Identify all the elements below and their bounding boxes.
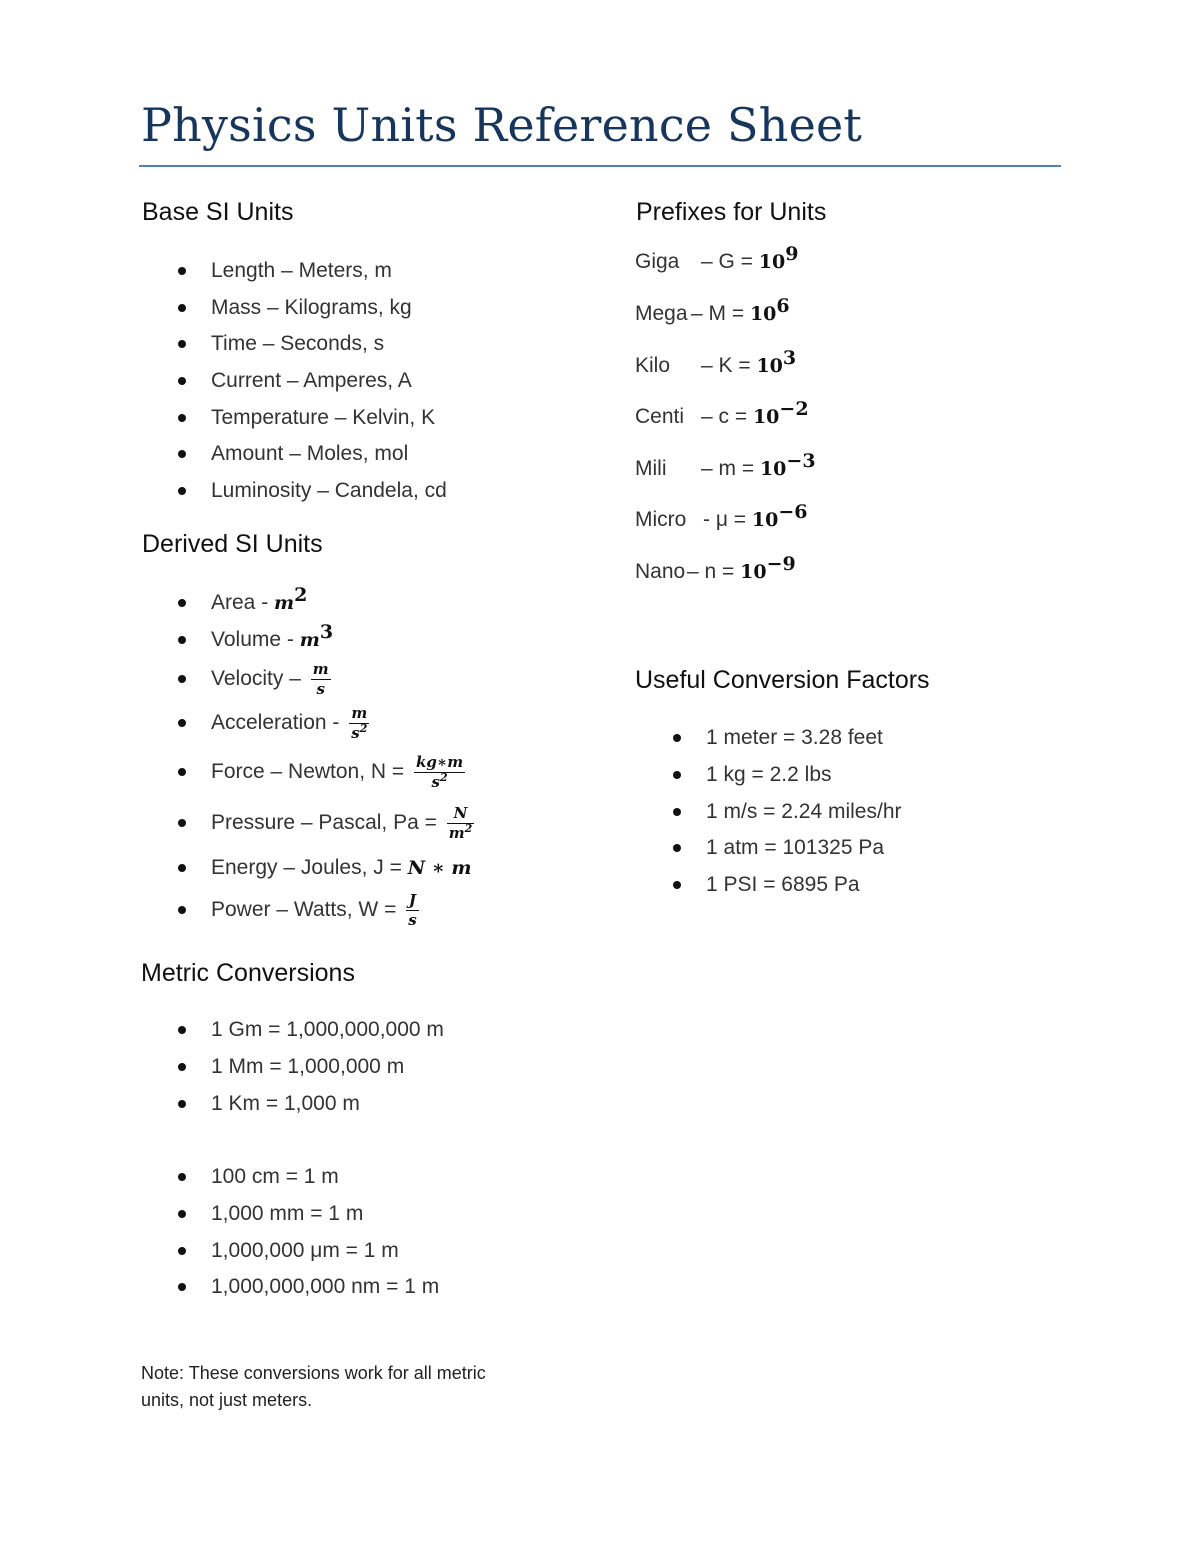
prefix-nano: Nano– $n = 10^{-9}$ [635,553,796,583]
list-item: Current – Amperes, A [141,366,447,403]
list-item: Length – Meters, m [141,256,447,293]
bullet-icon [178,1173,186,1181]
bullet-icon [673,844,681,852]
bullet-icon [178,267,186,275]
bullet-icon [673,771,681,779]
list-item: Time – Seconds, s [141,329,447,366]
list-item: 1 meter = 3.28 feet [636,723,902,760]
bullet-icon [178,1063,186,1071]
list-item: Velocity – $\frac{m}{s}$ [141,658,474,700]
prefix-giga: Giga – $G = 10^9$ [635,243,799,273]
bullet-icon [178,906,186,914]
list-item: 1,000,000,000 nm = 1 m [141,1272,439,1309]
list-item: Area - $m^2$ [141,588,474,625]
bullet-icon [178,1100,186,1108]
power-fraction: $\frac{J}{s}$ [408,890,417,929]
bullet-icon [178,819,186,827]
bullet-icon [178,675,186,683]
metric-list-2 [141,1162,439,1309]
bullet-icon [178,768,186,776]
bullet-icon [178,636,186,644]
bullet-icon [178,340,186,348]
list-item: 1,000 mm = 1 m [141,1199,439,1236]
list-item: 1 PSI = 6895 Pa [636,870,902,907]
bullet-icon [178,1283,186,1291]
list-item: 1,000,000 μm = 1 m [141,1236,439,1273]
bullet-icon [178,1210,186,1218]
acceleration-fraction: $\frac{m}{s^2}$ [351,703,368,742]
list-item: 100 cm = 1 m [141,1162,439,1199]
bullet-icon [178,304,186,312]
bullet-icon [178,487,186,495]
list-item: Energy – Joules, J = N ∗ m [141,848,474,888]
metric-heading: Metric Conversions [141,959,355,987]
bullet-icon [178,599,186,607]
prefix-micro: Micro - $\mu = 10^{-6}$ [635,501,808,531]
pressure-fraction: $\frac{N}{m^2}$ [448,803,473,842]
list-item: Luminosity – Candela, cd [141,476,447,513]
bullet-icon [178,1026,186,1034]
footnote: Note: These conversions work for all metric units, not just meters. [141,1363,486,1410]
bullet-icon [178,1247,186,1255]
list-item: Acceleration - $\frac{m}{s^2}$ [141,700,474,746]
base-si-heading: Base SI Units [142,198,294,226]
list-item: Amount – Moles, mol [141,439,447,476]
list-item: Force – Newton, N = $\frac{kg∗m}{s^2}$ [141,746,474,798]
title-underline [139,165,1061,167]
derived-si-heading: Derived SI Units [142,530,323,558]
base-si-list [141,256,447,513]
prefix-mega: Mega – $M = 10^6$ [635,295,790,325]
list-item: 1 Km = 1,000 m [141,1089,444,1126]
list-item: 1 Mm = 1,000,000 m [141,1052,444,1089]
bullet-icon [178,450,186,458]
metric-list-1 [141,1015,444,1125]
list-item: 1 kg = 2.2 lbs [636,760,902,797]
prefix-kilo: Kilo – $K = 10^3$ [635,347,797,377]
bullet-icon [178,719,186,727]
list-item: 1 atm = 101325 Pa [636,833,902,870]
list-item: 1 Gm = 1,000,000,000 m [141,1015,444,1052]
bullet-icon [673,734,681,742]
prefixes-heading: Prefixes for Units [636,198,827,226]
conversions-list [636,723,902,907]
page-title: Physics Units Reference Sheet [141,98,863,152]
bullet-icon [178,864,186,872]
list-item: Power – Watts, W = $\frac{J}{s}$ [141,888,474,932]
velocity-fraction: $\frac{m}{s}$ [312,659,329,698]
list-item: Temperature – Kelvin, K [141,403,447,440]
bullet-icon [673,881,681,889]
conversions-heading: Useful Conversion Factors [635,666,930,694]
prefix-centi: Centi – $c = 10^{-2}$ [635,398,809,428]
list-item: Volume - $m^3$ [141,625,474,662]
force-fraction: $\frac{kg∗m}{s^2}$ [416,752,464,791]
derived-si-list [141,584,474,932]
bullet-icon [178,377,186,385]
list-item: 1 m/s = 2.24 miles/hr [636,797,902,834]
list-item: Mass – Kilograms, kg [141,293,447,330]
bullet-icon [178,414,186,422]
bullet-icon [673,808,681,816]
list-item: Pressure – Pascal, Pa = $\frac{N}{m^2}$ [141,798,474,848]
prefix-mili: Mili – $m = 10^{-3}$ [635,450,816,480]
